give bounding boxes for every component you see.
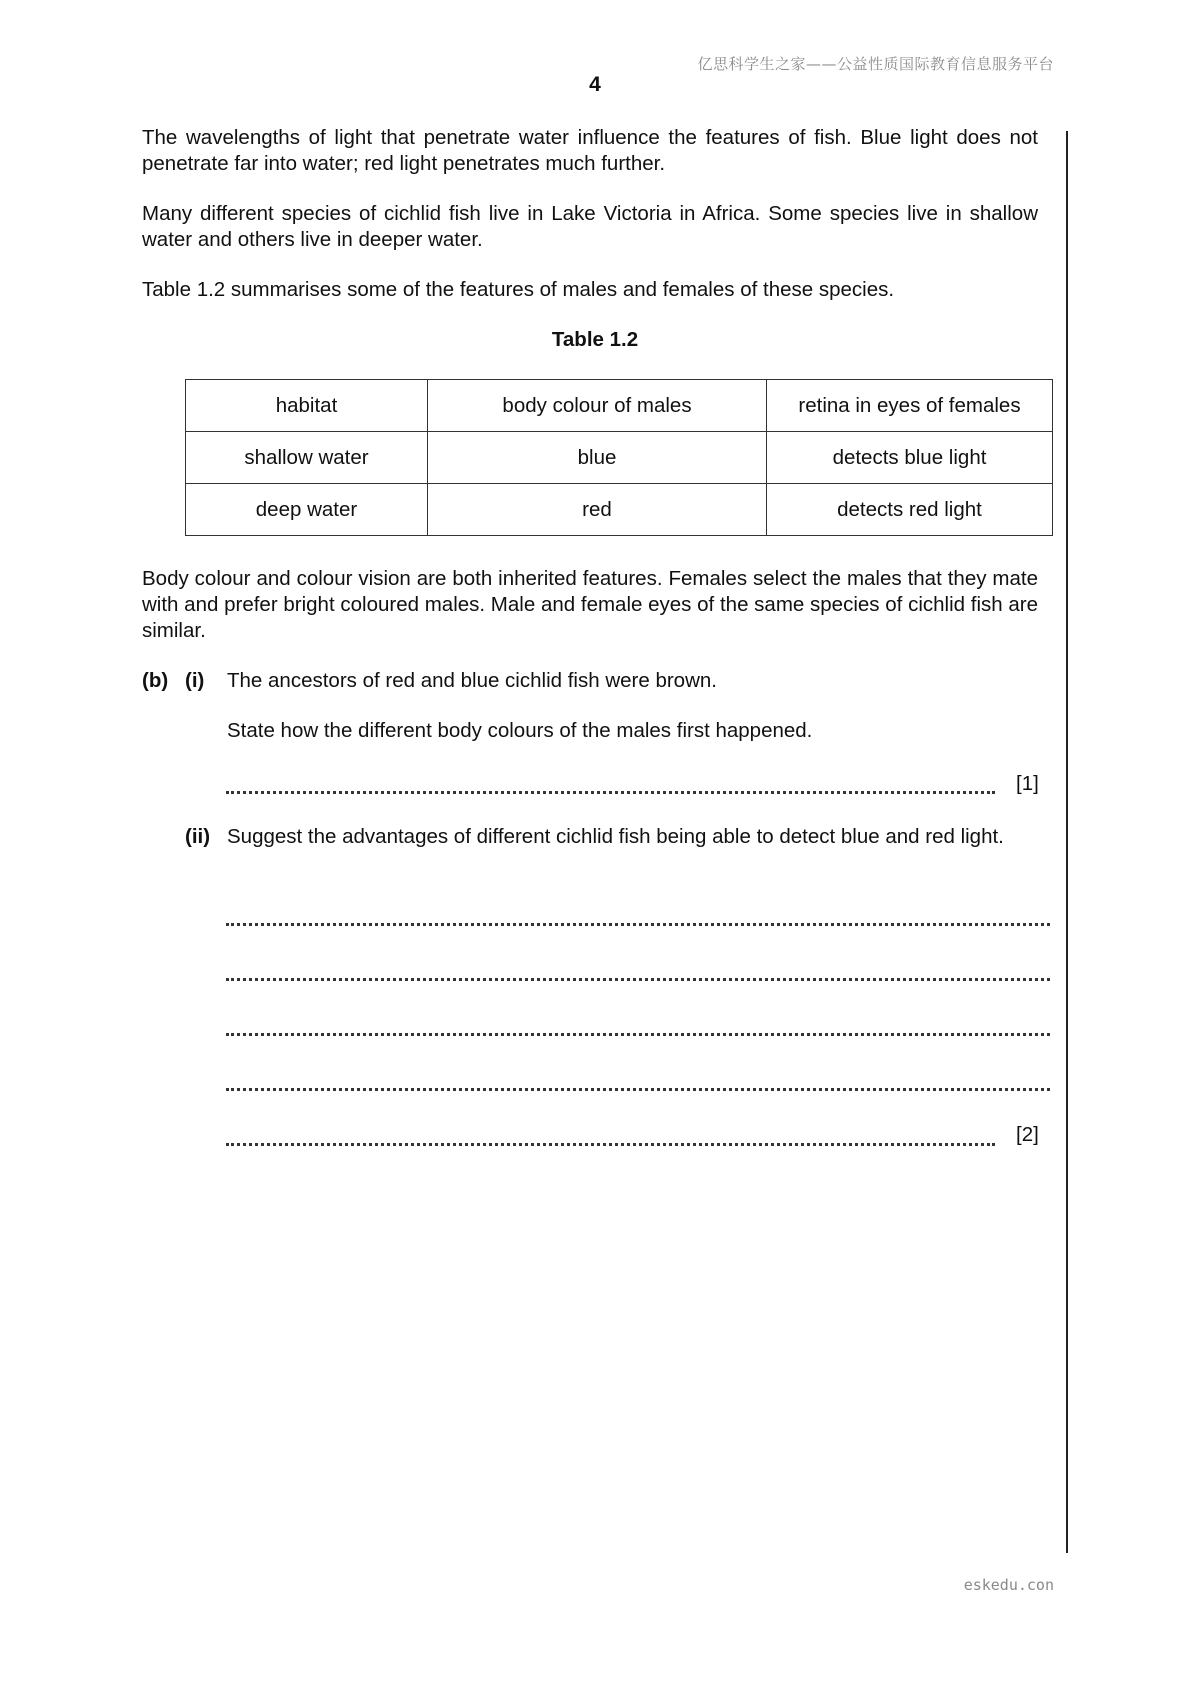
part-i-prompt: State how the different body colours of the males first happened. — [227, 719, 813, 742]
marks-part-ii: [2] — [1016, 1123, 1039, 1146]
table-row — [186, 432, 1053, 484]
part-ii-label: (ii) — [185, 825, 211, 848]
table-cell: red — [428, 484, 767, 536]
part-i-label: (i) — [185, 669, 205, 692]
answer-line-i[interactable] — [226, 791, 995, 794]
answer-line-ii-2[interactable] — [226, 978, 1050, 981]
intro-paragraph-1: The wavelengths of light that penetrate water influence the features of fish. Blue light does not penetrate far into water; red light penetrates much further. — [142, 126, 1038, 175]
marks-part-i: [1] — [1016, 772, 1039, 795]
features-table — [185, 379, 1053, 536]
body-paragraph-4: Body colour and colour vision are both inherited features. Females select the males that they mate with and prefer bright coloured males. Male and female eyes of the same species of cichlid fish are similar. — [142, 567, 1038, 642]
table-header-cell: habitat — [186, 380, 428, 432]
table-header-row — [186, 380, 1053, 432]
table-cell: shallow water — [186, 432, 428, 484]
table-cell: deep water — [186, 484, 428, 536]
question-b-label: (b) — [142, 669, 169, 692]
table-row — [186, 484, 1053, 536]
answer-line-ii-1[interactable] — [226, 923, 1050, 926]
intro-paragraph-3: Table 1.2 summarises some of the features of males and females of these species. — [142, 278, 895, 301]
part-ii-prompt: Suggest the advantages of different cichlid fish being able to detect blue and red light. — [227, 825, 1004, 848]
footer-watermark: eskedu.con — [963, 1576, 1054, 1594]
table-cell: detects red light — [767, 484, 1053, 536]
table-header-cell: retina in eyes of females — [767, 380, 1053, 432]
answer-line-ii-3[interactable] — [226, 1033, 1050, 1036]
table-cell: blue — [428, 432, 767, 484]
table-header-cell: body colour of males — [428, 380, 767, 432]
answer-line-ii-5[interactable] — [226, 1143, 995, 1146]
header-watermark: 亿思科学生之家——公益性质国际教育信息服务平台 — [697, 55, 1054, 73]
part-i-stem: The ancestors of red and blue cichlid fish were brown. — [227, 669, 717, 692]
table-title: Table 1.2 — [551, 328, 639, 351]
table-cell: detects blue light — [767, 432, 1053, 484]
intro-paragraph-2: Many different species of cichlid fish live in Lake Victoria in Africa. Some species live in shallow water and others live in deeper water. — [142, 202, 1038, 251]
answer-line-ii-4[interactable] — [226, 1088, 1050, 1091]
page-number: 4 — [589, 73, 601, 96]
